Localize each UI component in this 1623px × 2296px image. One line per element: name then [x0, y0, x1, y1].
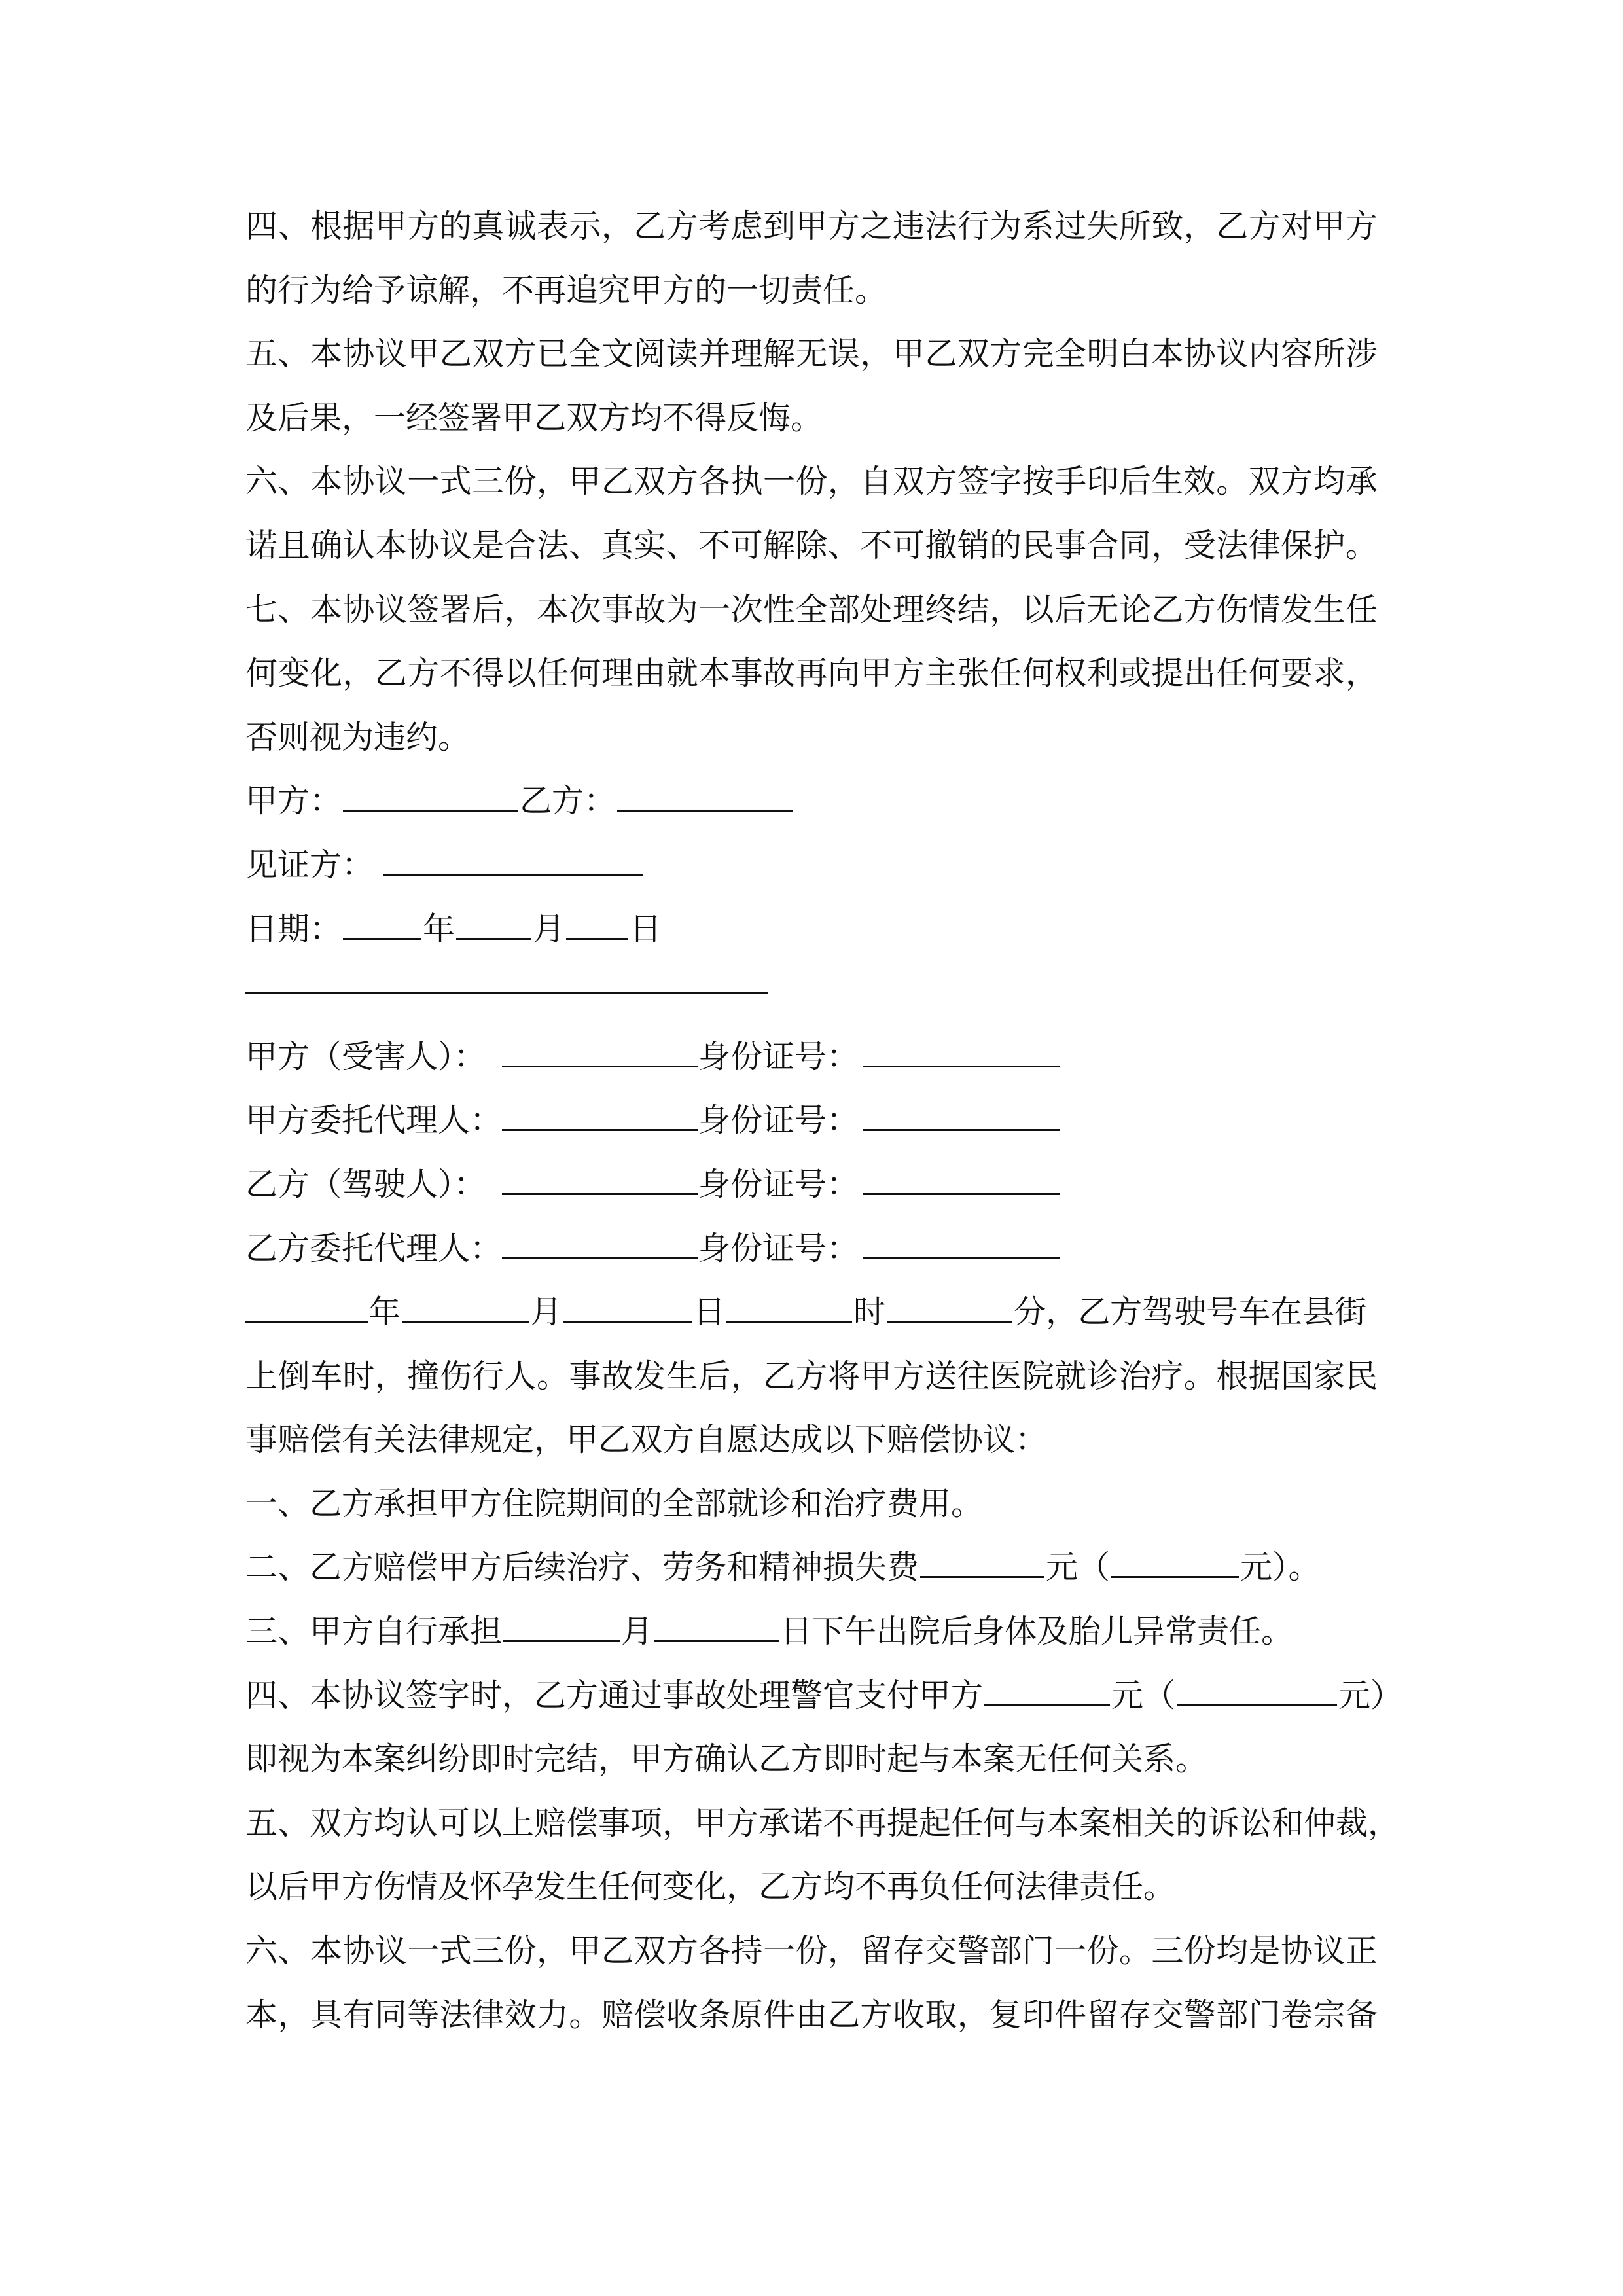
party-info-row: [245, 1025, 1378, 1089]
witness-label: 见证方：: [245, 846, 374, 884]
accident-time-line: [245, 1280, 1378, 1344]
term-4-cont: 即视为本案纠纷即时完结，甲方确认乙方即时起与本案无任何关系。: [245, 1740, 1208, 1778]
term-2: [245, 1535, 1378, 1600]
id-number-blank[interactable]: [863, 1174, 1060, 1195]
term-1: 一、乙方承担甲方住院期间的全部就诊和治疗费用。: [245, 1484, 984, 1522]
id-number-blank[interactable]: [863, 1046, 1060, 1067]
party-label: 乙方委托代理人：: [245, 1229, 503, 1267]
term-4: [245, 1664, 1403, 1728]
month-blank[interactable]: [503, 1621, 620, 1642]
term-3-text: 三、甲方自行承担: [245, 1613, 503, 1651]
amount-blank[interactable]: [984, 1685, 1110, 1706]
term-3-text-end: 日下午出院后身体及胎儿异常责任。: [780, 1613, 1294, 1651]
id-number-blank[interactable]: [863, 1109, 1060, 1131]
year-label: 年: [423, 910, 455, 948]
id-number-blank[interactable]: [863, 1238, 1060, 1259]
month-blank[interactable]: [456, 918, 531, 940]
party-label: 乙方（驾驶人）：: [245, 1165, 486, 1203]
year-blank[interactable]: [343, 918, 421, 940]
party-b-blank[interactable]: [617, 790, 793, 812]
yuan-label: 元（: [1046, 1549, 1111, 1587]
id-label: 身份证号：: [698, 1229, 859, 1267]
term-5: 五、双方均认可以上赔偿事项，甲方承诺不再提起任何与本案相关的诉讼和仲裁，: [245, 1804, 1400, 1842]
party-label: 甲方委托代理人：: [245, 1102, 503, 1139]
date-line: [245, 897, 1378, 961]
party-info-row: [245, 1217, 1378, 1281]
term-2-text: 二、乙方赔偿甲方后续治疗、劳务和精神损失费: [245, 1549, 919, 1587]
name-blank[interactable]: [502, 1046, 698, 1067]
clause-6-cont: 诺且确认本协议是合法、真实、不可解除、不可撤销的民事合同，受法律保护。: [245, 526, 1378, 564]
term-4-text: 四、本协议签字时，乙方通过事故处理警官支付甲方: [245, 1676, 984, 1714]
agreement-document: [245, 194, 1403, 2047]
minute-text: 分，乙方驾驶号车在县街: [1014, 1293, 1367, 1331]
witness-blank[interactable]: [383, 854, 643, 876]
hour-label: 时: [853, 1293, 886, 1331]
term-3: [245, 1600, 1378, 1664]
id-label: 身份证号：: [698, 1037, 859, 1075]
month-label: 月: [621, 1613, 654, 1651]
signature-line: [245, 769, 1378, 833]
accident-minute-blank[interactable]: [887, 1301, 1012, 1323]
party-a-label: 甲方：: [245, 782, 342, 820]
clause-7-end: 否则视为违约。: [245, 718, 471, 756]
clause-7: 七、本协议签署后，本次事故为一次性全部处理终结，以后无论乙方伤情发生任: [245, 590, 1378, 628]
party-label: 甲方（受害人）：: [245, 1037, 486, 1075]
month-label: 月: [533, 910, 565, 948]
day-label: 日: [630, 910, 662, 948]
yuan-label: 元）: [1338, 1676, 1403, 1714]
clause-4-cont: 的行为给予谅解，不再追究甲方的一切责任。: [245, 271, 887, 309]
amount-upper-blank[interactable]: [1111, 1556, 1239, 1578]
clause-5-cont: 及后果，一经签署甲乙双方均不得反悔。: [245, 399, 823, 437]
yuan-label: 元（: [1111, 1676, 1176, 1714]
day-blank[interactable]: [654, 1621, 779, 1642]
yuan-label: 元）。: [1240, 1549, 1321, 1587]
accident-year-blank[interactable]: [245, 1301, 368, 1323]
accident-month-blank[interactable]: [402, 1301, 529, 1323]
name-blank[interactable]: [502, 1238, 698, 1259]
clause-6: 六、本协议一式三份，甲乙双方各执一份，自双方签字按手印后生效。双方均承: [245, 463, 1378, 501]
term-6-cont: 本，具有同等法律效力。赔偿收条原件由乙方收取，复印件留存交警部门卷宗备: [245, 1996, 1378, 2034]
month-label: 月: [530, 1293, 563, 1331]
witness-line: [245, 833, 1378, 897]
id-label: 身份证号：: [698, 1165, 859, 1203]
accident-desc: 上倒车时，撞伤行人。事故发生后，乙方将甲方送往医院就诊治疗。根据国家民: [245, 1357, 1378, 1395]
party-b-label: 乙方：: [520, 782, 616, 820]
amount-upper-blank[interactable]: [1177, 1685, 1337, 1706]
name-blank[interactable]: [502, 1109, 698, 1131]
day-blank[interactable]: [566, 918, 628, 940]
clause-7-cont: 何变化，乙方不得以任何理由就本事故再向甲方主张任何权利或提出任何要求，: [245, 655, 1378, 692]
party-a-blank[interactable]: [343, 790, 518, 812]
party-info-row: [245, 1088, 1378, 1153]
term-6: 六、本协议一式三份，甲乙双方各持一份，留存交警部门一份。三份均是协议正: [245, 1932, 1378, 1970]
divider: [245, 961, 1378, 1025]
party-info-row: [245, 1153, 1378, 1217]
clause-5: 五、本协议甲乙双方已全文阅读并理解无误，甲乙双方完全明白本协议内容所涉: [245, 335, 1378, 373]
term-5-cont: 以后甲方伤情及怀孕发生任何变化，乙方均不再负任何法律责任。: [245, 1868, 1176, 1906]
name-blank[interactable]: [502, 1174, 698, 1195]
accident-hour-blank[interactable]: [726, 1301, 852, 1323]
date-label: 日期：: [245, 910, 342, 948]
year-label: 年: [368, 1293, 401, 1331]
day-label: 日: [693, 1293, 726, 1331]
clause-4: 四、根据甲方的真诚表示，乙方考虑到甲方之违法行为系过失所致，乙方对甲方: [245, 207, 1378, 245]
accident-day-blank[interactable]: [563, 1301, 692, 1323]
amount-blank[interactable]: [920, 1556, 1044, 1578]
accident-desc-cont: 事赔偿有关法律规定，甲乙双方自愿达成以下赔偿协议：: [245, 1421, 1048, 1459]
id-label: 身份证号：: [698, 1102, 859, 1139]
